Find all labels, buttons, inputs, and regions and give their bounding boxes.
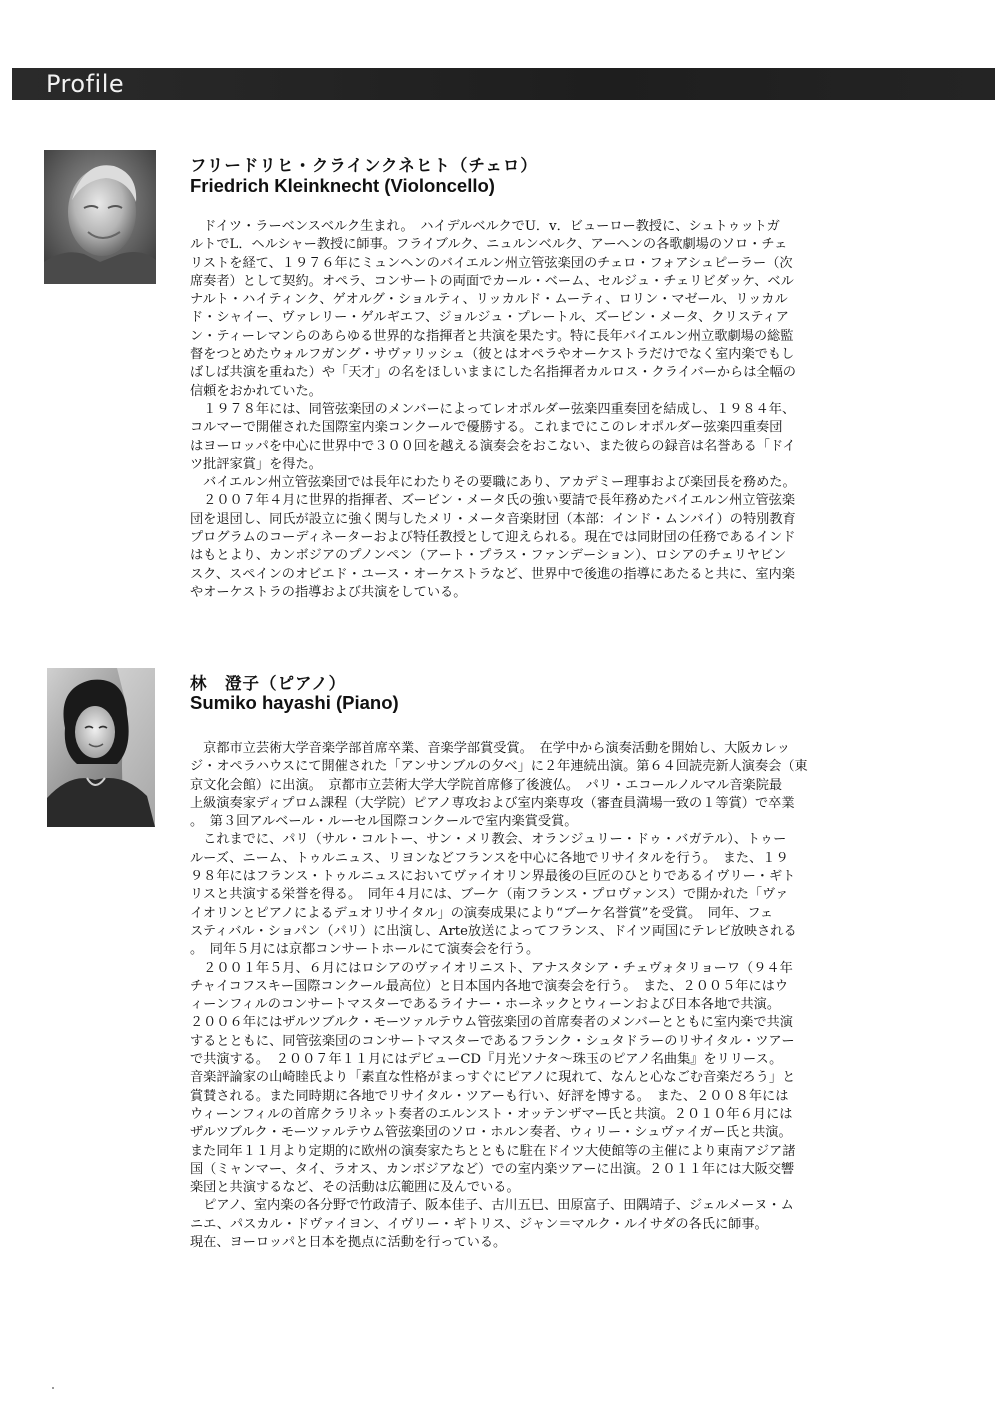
bio-line: 上級演奏家ディプロム課程（大学院）ピアノ専攻および室内楽専攻（審査員満場一致の１等賞）で卒業 xyxy=(190,795,795,811)
bio-line: ルーズ、ニーム、トゥルニュス、リヨンなどフランスを中心に各地でリサイタルを行う。 また、１９ xyxy=(190,850,789,866)
bio-line: 京都市立芸術大学音楽学部首席卒業、音楽学部賞受賞。 在学中から演奏活動を開始し、大阪カレッ xyxy=(190,741,790,756)
bio-line: ン・ティーレマンらのあらゆる世界的な指揮者と共演を果たす。特に長年バイエルン州立歌劇場の総監 xyxy=(190,328,794,344)
bio-line: 。 同年５月には京都コンサートホールにて演奏会を行う。 xyxy=(190,942,540,958)
bio-line: はヨーロッパを中心に世界中で３００回を越える演奏会をおこない、また彼らの録音は名誉ある「ドイ xyxy=(190,438,796,454)
bio-line: スティバル・ショパン（パリ）に出演し、Arte放送によってフランス、ドイツ両国にテレビ放映される xyxy=(190,923,797,939)
bio-line: やオーケストラの指導および共演をしている。 xyxy=(190,584,467,600)
bio-line: 信頼をおかれていた。 xyxy=(190,383,322,399)
bio-line: 。 第３回アルベール・ルーセル国際コンクールで室内楽賞受賞。 xyxy=(190,814,578,830)
bio-line: バイエルン州立管弦楽団では長年にわたりその要職にあり、アカデミー理事および楽団長を務めた。 xyxy=(190,475,796,491)
bio-line: ルトでL．ヘルシャー教授に師事。フライブルク、ニュルンベルク、アーヘンの各歌劇場のソロ・チェ xyxy=(190,237,788,253)
profile-name-jp: 林 澄子（ピアノ） xyxy=(190,674,347,693)
bio-line: 音楽評論家の山崎睦氏より「素直な性格がまっすぐにピアノに現れて、なんと心なごむ音楽だろう」と xyxy=(190,1070,796,1086)
bio-line: これまでに、パリ（サル・コルトー、サン・メリ教会、オランジュリー・ドゥ・バガテル）、トゥー xyxy=(190,832,787,848)
profile-name-en: Sumiko hayashi (Piano) xyxy=(190,692,399,713)
bio-line: 京文化会館）に出演。 京都市立芸術大学大学院首席修了後渡仏。 パリ・エコールノルマル音楽院最 xyxy=(190,777,783,793)
bio-line: で共演する。 ２００７年１１月にはデビューCD『月光ソナタ～珠玉のピアノ名曲集』をリリース。 xyxy=(190,1052,783,1068)
bio-line: ２００７年４月に世界的指揮者、ズービン・メータ氏の強い要請で長年務めたバイエルン州立管弦楽 xyxy=(190,493,796,509)
bio-line: 現在、ヨーロッパと日本を拠点に活動を行っている。 xyxy=(190,1235,507,1251)
bio-line: 席奏者）として契約。オペラ、コンサートの両面でカール・ベーム、セルジュ・チェリビダッケ、ベル xyxy=(190,273,794,289)
profile-biography xyxy=(190,740,915,1252)
bio-line: ナルト・ハイティンク、ゲオルグ・ショルティ、リッカルド・ムーティ、ロリン・マゼール、リッカル xyxy=(190,292,788,308)
bio-line: また同年１１月より定期的に欧州の演奏家たちとともに駐在ドイツ大使館等の主催により東南アジア諸 xyxy=(190,1143,796,1159)
bio-line: ィーンフィルのコンサートマスターであるライナー・ホーネックとウィーンおよび日本各地で共演。 xyxy=(190,997,781,1013)
bio-line: ピアノ、室内楽の各分野で竹政清子、阪本佳子、古川五巳、田原富子、田隅靖子、ジェルメーヌ・ム xyxy=(190,1198,794,1214)
bio-line: スク、スペインのオビエド・ユース・オーケストラなど、世界中で後進の指導にあたると共に、室内楽 xyxy=(190,566,795,582)
profile-biography xyxy=(190,218,915,602)
portrait-photo-kleinknecht xyxy=(44,150,156,284)
bio-line: 楽団と共演するなど、その活動は広範囲に及んでいる。 xyxy=(190,1180,520,1196)
page-title: Profile xyxy=(46,70,125,98)
bio-line: ドイツ・ラーベンスベルク生まれ。 ハイデルベルクでU．v．ビューロー教授に、シュトゥットガ xyxy=(190,219,780,234)
bio-line: イオリンとピアノによるデュオリサイタル」の演奏成果により“ブーケ名誉賞”を受賞。 同年、フェ xyxy=(190,905,774,921)
bio-line: ウィーンフィルの首席クラリネット奏者のエルンスト・オッテンザマー氏と共演。２０１０年６月には xyxy=(190,1106,793,1122)
profile-header-bar xyxy=(12,68,995,100)
profile-name-en: Friedrich Kleinknecht (Violoncello) xyxy=(190,175,495,196)
bio-line: ツ批評家賞」を得た。 xyxy=(190,456,322,472)
portrait-photo-hayashi xyxy=(47,668,155,827)
bio-line: チャイコフスキー国際コンクール最高位）と日本国内各地で演奏会を行う。 また、２００５年にはウ xyxy=(190,978,789,994)
bio-line: プログラムのコーディネーターおよび特任教授として迎えられる。現在では同財団の任務であるインド xyxy=(190,530,796,546)
bio-line: ジ・オペラハウスにて開催された「アンサンブルの夕べ」に２年連続出演。第６４回読売新人演奏会（東 xyxy=(190,759,808,775)
bio-line: 督をつとめたウォルフガング・サヴァリッシュ（彼とはオペラやオーケストラだけでなく室内楽でもし xyxy=(190,347,795,363)
bio-line: ド・シャイー、ヴァレリー・ゲルギエフ、ジョルジュ・プレートル、ズービン・メータ、クリスティア xyxy=(190,310,789,326)
profile-name-jp: フリードリヒ・クラインクネヒト（チェロ） xyxy=(190,156,538,175)
scan-speck xyxy=(52,1387,54,1389)
bio-line: ２００６年にはザルツブルク・モーツァルテウム管弦楽団の首席奏者のメンバーとともに室内楽で共演 xyxy=(190,1015,793,1031)
bio-line: 国（ミャンマー、タイ、ラオス、カンボジアなど）での室内楽ツアーに出演。２０１１年には大阪交響 xyxy=(190,1161,795,1177)
bio-line: リストを経て、１９７６年にミュンヘンのバイエルン州立管弦楽団のチェロ・フォアシュピーラー（次 xyxy=(190,255,793,271)
bio-line: １９７８年には、同管弦楽団のメンバーによってレオポルダー弦楽四重奏団を結成し、１９８４年、 xyxy=(190,401,796,417)
bio-line: コルマーで開催された国際室内楽コンクールで優勝する。これまでにこのレオポルダー弦楽四重奏団 xyxy=(190,420,783,436)
bio-line: 賞賛される。また同時期に各地でリサイタル・ツアーも行い、好評を博する。 また、２００８年には xyxy=(190,1088,789,1104)
bio-line: ９８年にはフランス・トゥルニュスにおいてヴァイオリン界最後の巨匠のひとりであるイヴリー・ギト xyxy=(190,869,796,885)
bio-line: はもとより、カンボジアのプノンペン（アート・プラス・ファンデーション）、ロシアのチェリヤビン xyxy=(190,548,787,564)
bio-line: ばしば共演を重ねた）や「天才」の名をほしいままにした名指揮者カルロス・クライバーからは全幅の xyxy=(190,365,796,381)
bio-line: ニエ、パスカル・ドヴァイヨン、イヴリー・ギトリス、ジャン＝マルク・ルイサダの各氏に師事。 xyxy=(190,1216,768,1232)
bio-line: 団を退団し、同氏が設立に強く関与したメリ・メータ音楽財団（本部：インド・ムンバイ）の特別教育 xyxy=(190,511,796,527)
bio-line: ２００１年５月、６月にはロシアのヴァイオリニスト、アナスタシア・チェヴォタリョーワ（９４年 xyxy=(190,960,793,976)
bio-line: リスと共演する栄誉を得る。 同年４月には、ブーケ（南フランス・プロヴァンス）で開かれた「ヴァ xyxy=(190,887,789,903)
bio-line: するとともに、同管弦楽団のコンサートマスターであるフランク・シュタドラーのリサイタル・ツアー xyxy=(190,1033,795,1049)
bio-line: ザルツブルク・モーツァルテウム管弦楽団のソロ・ホルン奏者、ウィリー・シュヴァイガー氏と共演。 xyxy=(190,1125,792,1141)
